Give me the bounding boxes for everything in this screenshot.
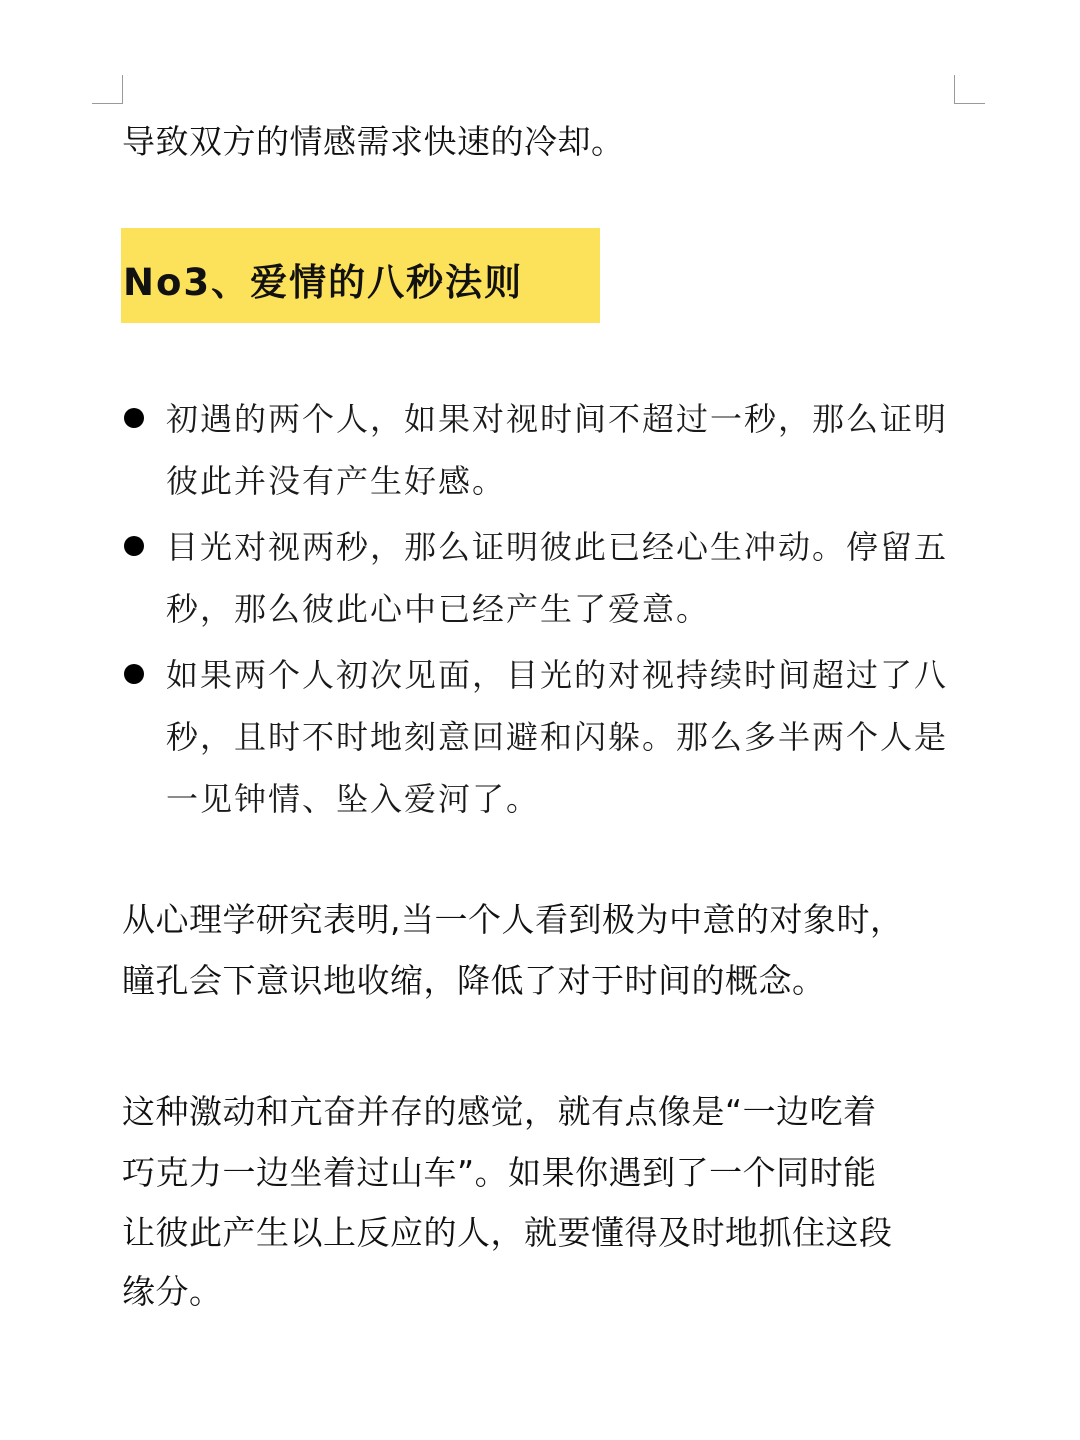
- list-item: [122, 388, 962, 512]
- bullet-text: 如果两个人初次见面，目光的对视持续时间超过了八秒，且时不时地刻意回避和闪躲。那么多半两个人是一见钟情、坠入爱河了。: [166, 656, 949, 818]
- paragraph-line: 让彼此产生以上反应的人，就要懂得及时地抓住这段: [122, 1213, 893, 1252]
- paragraph-line: 缘分。: [122, 1272, 223, 1311]
- bullet-icon: [124, 664, 144, 684]
- margin-mark-top-right: [954, 75, 985, 104]
- list-item: [122, 516, 962, 640]
- paragraph-line: 这种激动和亢奋并存的感觉，就有点像是“一边吃着: [122, 1092, 877, 1131]
- bullet-icon: [124, 408, 144, 428]
- paragraph-line: 巧克力一边坐着过山车”。如果你遇到了一个同时能: [122, 1153, 877, 1192]
- section-heading: No3、爱情的八秒法则: [121, 228, 600, 323]
- margin-mark-top-left: [92, 75, 123, 104]
- bullet-text: 目光对视两秒，那么证明彼此已经心生冲动。停留五秒，那么彼此心中已经产生了爱意。: [166, 528, 949, 628]
- paragraph-line: 瞳孔会下意识地收缩，降低了对于时间的概念。: [122, 961, 826, 1000]
- list-item: [122, 644, 962, 830]
- bullet-list: [122, 388, 962, 834]
- paragraph-line: 从心理学研究表明,当一个人看到极为中意的对象时，: [122, 900, 904, 939]
- bullet-text: 初遇的两个人，如果对视时间不超过一秒，那么证明彼此并没有产生好感。: [166, 400, 949, 500]
- intro-line: 导致双方的情感需求快速的冷却。: [122, 122, 625, 161]
- bullet-icon: [124, 536, 144, 556]
